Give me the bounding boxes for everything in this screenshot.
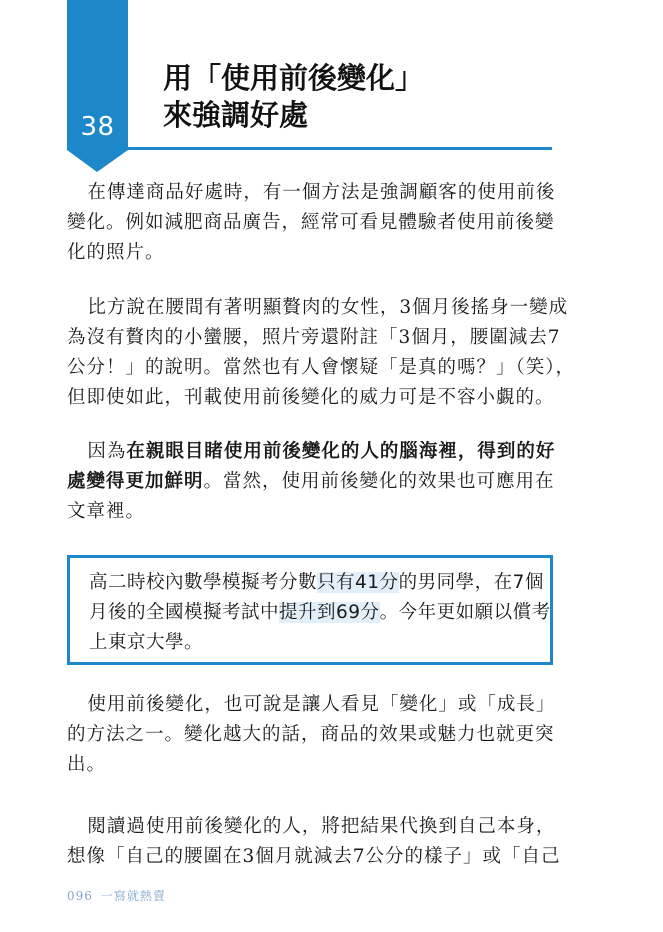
paragraph-3 bbox=[67, 437, 555, 527]
text-line: 化的照片。 bbox=[67, 242, 165, 263]
text-line: 文章裡。 bbox=[67, 501, 146, 522]
book-title: 一寫就熱賣 bbox=[100, 889, 166, 903]
text-line bbox=[89, 568, 551, 598]
text-line: 在傳達商品好處時，有一個方法是強調顧客的使用前後 bbox=[87, 182, 556, 203]
title-line-2: 來強調好處 bbox=[163, 98, 309, 132]
page-footer bbox=[67, 887, 174, 904]
highlight-text: 只有41分 bbox=[317, 572, 399, 593]
paragraph-1 bbox=[67, 178, 555, 268]
paragraph-5 bbox=[67, 812, 561, 872]
page-number: 096 bbox=[67, 889, 93, 903]
chapter-tab bbox=[67, 0, 128, 148]
text-line: 出。 bbox=[67, 754, 107, 775]
text-plain: 。當然，使用前後變化的效果也可應用在 bbox=[203, 471, 555, 492]
text-line: 想像「自己的腰圍在3個月就減去7公分的樣子」或「自己 bbox=[67, 846, 561, 867]
text-line: 為沒有贅肉的小蠻腰，照片旁還附註「3個月，腰圍減去7 bbox=[67, 327, 561, 348]
example-text bbox=[89, 568, 551, 658]
tab-arrow-icon bbox=[67, 150, 128, 172]
paragraph-4 bbox=[67, 690, 555, 780]
text-plain: 的男同學，在7個 bbox=[398, 572, 544, 593]
text-line: 但即使如此，刊載使用前後變化的威力可是不容小覷的。 bbox=[67, 387, 555, 408]
paragraph-2 bbox=[67, 293, 576, 413]
text-line bbox=[67, 437, 555, 467]
text-line: 閱讀過使用前後變化的人，將把結果代換到自己本身， bbox=[87, 816, 556, 837]
text-line: 的方法之一。變化越大的話，商品的效果或魅力也就更突 bbox=[67, 724, 555, 745]
text-line: 公分！」的說明。當然也有人會懷疑「是真的嗎？」（笑）， bbox=[67, 357, 576, 378]
text-line: 變化。例如減肥商品廣告，經常可看見體驗者使用前後變 bbox=[67, 212, 555, 233]
emphasis-text: 處變得更加鮮明 bbox=[67, 471, 204, 492]
emphasis-text: 在親眼目睹使用前後變化的人的腦海裡，得到的好 bbox=[126, 441, 556, 462]
text-plain: 高二時校內數學模擬考分數 bbox=[89, 572, 318, 593]
section-title bbox=[163, 60, 424, 134]
text-plain: 月後的全國模擬考試中 bbox=[89, 602, 280, 623]
text-plain: 。今年更如願以償考 bbox=[379, 602, 551, 623]
text-plain: 因為 bbox=[87, 441, 127, 462]
title-line-1: 用「使用前後變化」 bbox=[163, 61, 425, 95]
chapter-number: 38 bbox=[80, 112, 115, 142]
highlight-text: 提升到69分 bbox=[279, 602, 380, 623]
example-box bbox=[67, 555, 553, 665]
text-line: 比方說在腰間有著明顯贅肉的女性，3個月後搖身一變成 bbox=[87, 297, 569, 318]
text-line bbox=[67, 467, 555, 497]
text-line: 使用前後變化，也可說是讓人看見「變化」或「成長」 bbox=[87, 694, 556, 715]
header-rule bbox=[67, 147, 552, 150]
text-line: 上東京大學。 bbox=[89, 632, 204, 653]
text-line bbox=[89, 598, 551, 628]
